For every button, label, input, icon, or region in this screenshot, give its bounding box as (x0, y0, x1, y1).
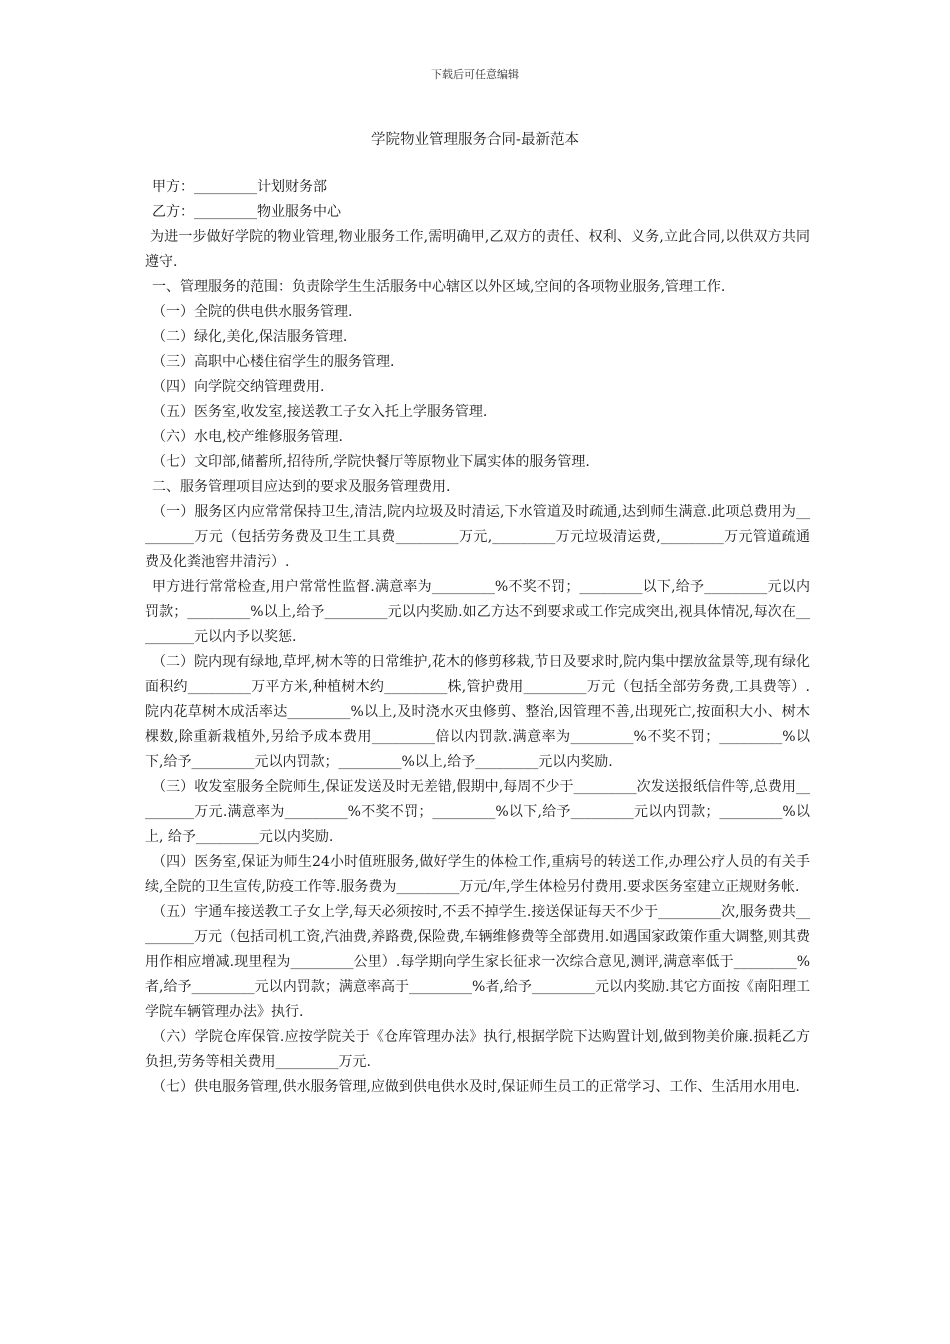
list-item: （一）全院的供电供水服务管理. (152, 304, 353, 320)
list-item: （七）文印部,储蓄所,招待所,学院快餐厅等原物业下属实体的服务管理. (152, 454, 590, 470)
party-b-line: 乙方：_________物业服务中心 (152, 204, 341, 220)
list-item: （五）医务室,收发室,接送教工子女入托上学服务管理. (152, 404, 488, 420)
document-title: 学院物业管理服务合同-最新范本 (371, 132, 579, 148)
list-item: （二）绿化,美化,保洁服务管理. (152, 329, 348, 345)
clause-paragraph: （七）供电服务管理,供水服务管理,应做到供电供水及时,保证师生员工的正常学习、工作、生活用水用电. (152, 1079, 800, 1095)
clause-paragraph: （一）服务区内应常常保持卫生,清洁,院内垃圾及时清运,下水管道及时疏通,达到师生满意.此项总费用为_________万元（包括劳务费及卫生工具费_________万元,_________万元垃圾清运费,_________万元管道疏通费及化粪池窖井清污）. (145, 504, 810, 570)
clause-paragraph: （六）学院仓库保管.应按学院关于《仓库管理办法》执行,根据学院下达购置计划,做到物美价廉.损耗乙方负担,劳务等相关费用_________万元. (145, 1029, 810, 1070)
clause-paragraph: （四）医务室,保证为师生24小时值班服务,做好学生的体检工作,重病号的转送工作,办理公疗人员的有关手续,全院的卫生宣传,防疫工作等.服务费为_________万元/年,学生体检另付费用.要求医务室建立正规财务帐. (145, 854, 810, 895)
preamble-paragraph: 为进一步做好学院的物业管理,物业服务工作,需明确甲,乙双方的责任、权利、义务,立此合同,以供双方共同遵守. (145, 229, 810, 270)
clause-paragraph: （五）宇通车接送教工子女上学,每天必须按时,不丢不掉学生.接送保证每天不少于_________次,服务费共_________万元（包括司机工资,汽油费,养路费,保险费,车辆维修费等全部费用.如遇国家政策作重大调整,则其费用作相应增减.现里程为_________公里）.每学期向学生家长征求一次综合意见,测评,满意率低于_________%者,给予_________元以内罚款；满意率高于_________%者,给予_________元以内奖励.其它方面按《南阳理工学院车辆管理办法》执行. (145, 904, 810, 1020)
party-a-line: 甲方：_________计划财务部 (152, 179, 327, 195)
clause-paragraph: 甲方进行常常检查,用户常常性监督.满意率为_________%不奖不罚；_________以下,给予_________元以内罚款；_________%以上,给予_________元以内奖励.如乙方达不到要求或工作完成突出,视具体情况,每次在_________元以内予以奖惩. (145, 579, 810, 645)
list-item: （四）向学院交纳管理费用. (152, 379, 325, 395)
section-one-heading: 一、管理服务的范围：负责除学生生活服务中心辖区以外区域,空间的各项物业服务,管理工作. (152, 279, 726, 295)
document-body (145, 175, 810, 1100)
clause-paragraph: （二）院内现有绿地,草坪,树木等的日常维护,花木的修剪移栽,节日及要求时,院内集中摆放盆景等,现有绿化面积约_________万平方米,种植树木约_________株,管护费用_________万元（包括全部劳务费,工具费等）.院内花草树木成活率达_________%以上,及时浇水灭虫修剪、整治,因管理不善,出现死亡,按面积大小、树木棵数,除重新栽植外,另给予成本费用_________倍以内罚款.满意率为_________%不奖不罚；_________%以下,给予_________元以内罚款；_________%以上,给予_________元以内奖励. (145, 654, 810, 770)
section-two-heading: 二、服务管理项目应达到的要求及服务管理费用. (152, 479, 451, 495)
list-item: （六）水电,校产维修服务管理. (152, 429, 343, 445)
list-item: （三）高职中心楼住宿学生的服务管理. (152, 354, 395, 370)
header-note: 下载后可任意编辑 (431, 68, 519, 81)
clause-paragraph: （三）收发室服务全院师生,保证发送及时无差错,假期中,每周不少于_________次发送报纸信件等,总费用_________万元.满意率为_________%不奖不罚；_________%以下,给予_________元以内罚款；_________%以上, 给予_________元以内奖励. (145, 779, 810, 845)
